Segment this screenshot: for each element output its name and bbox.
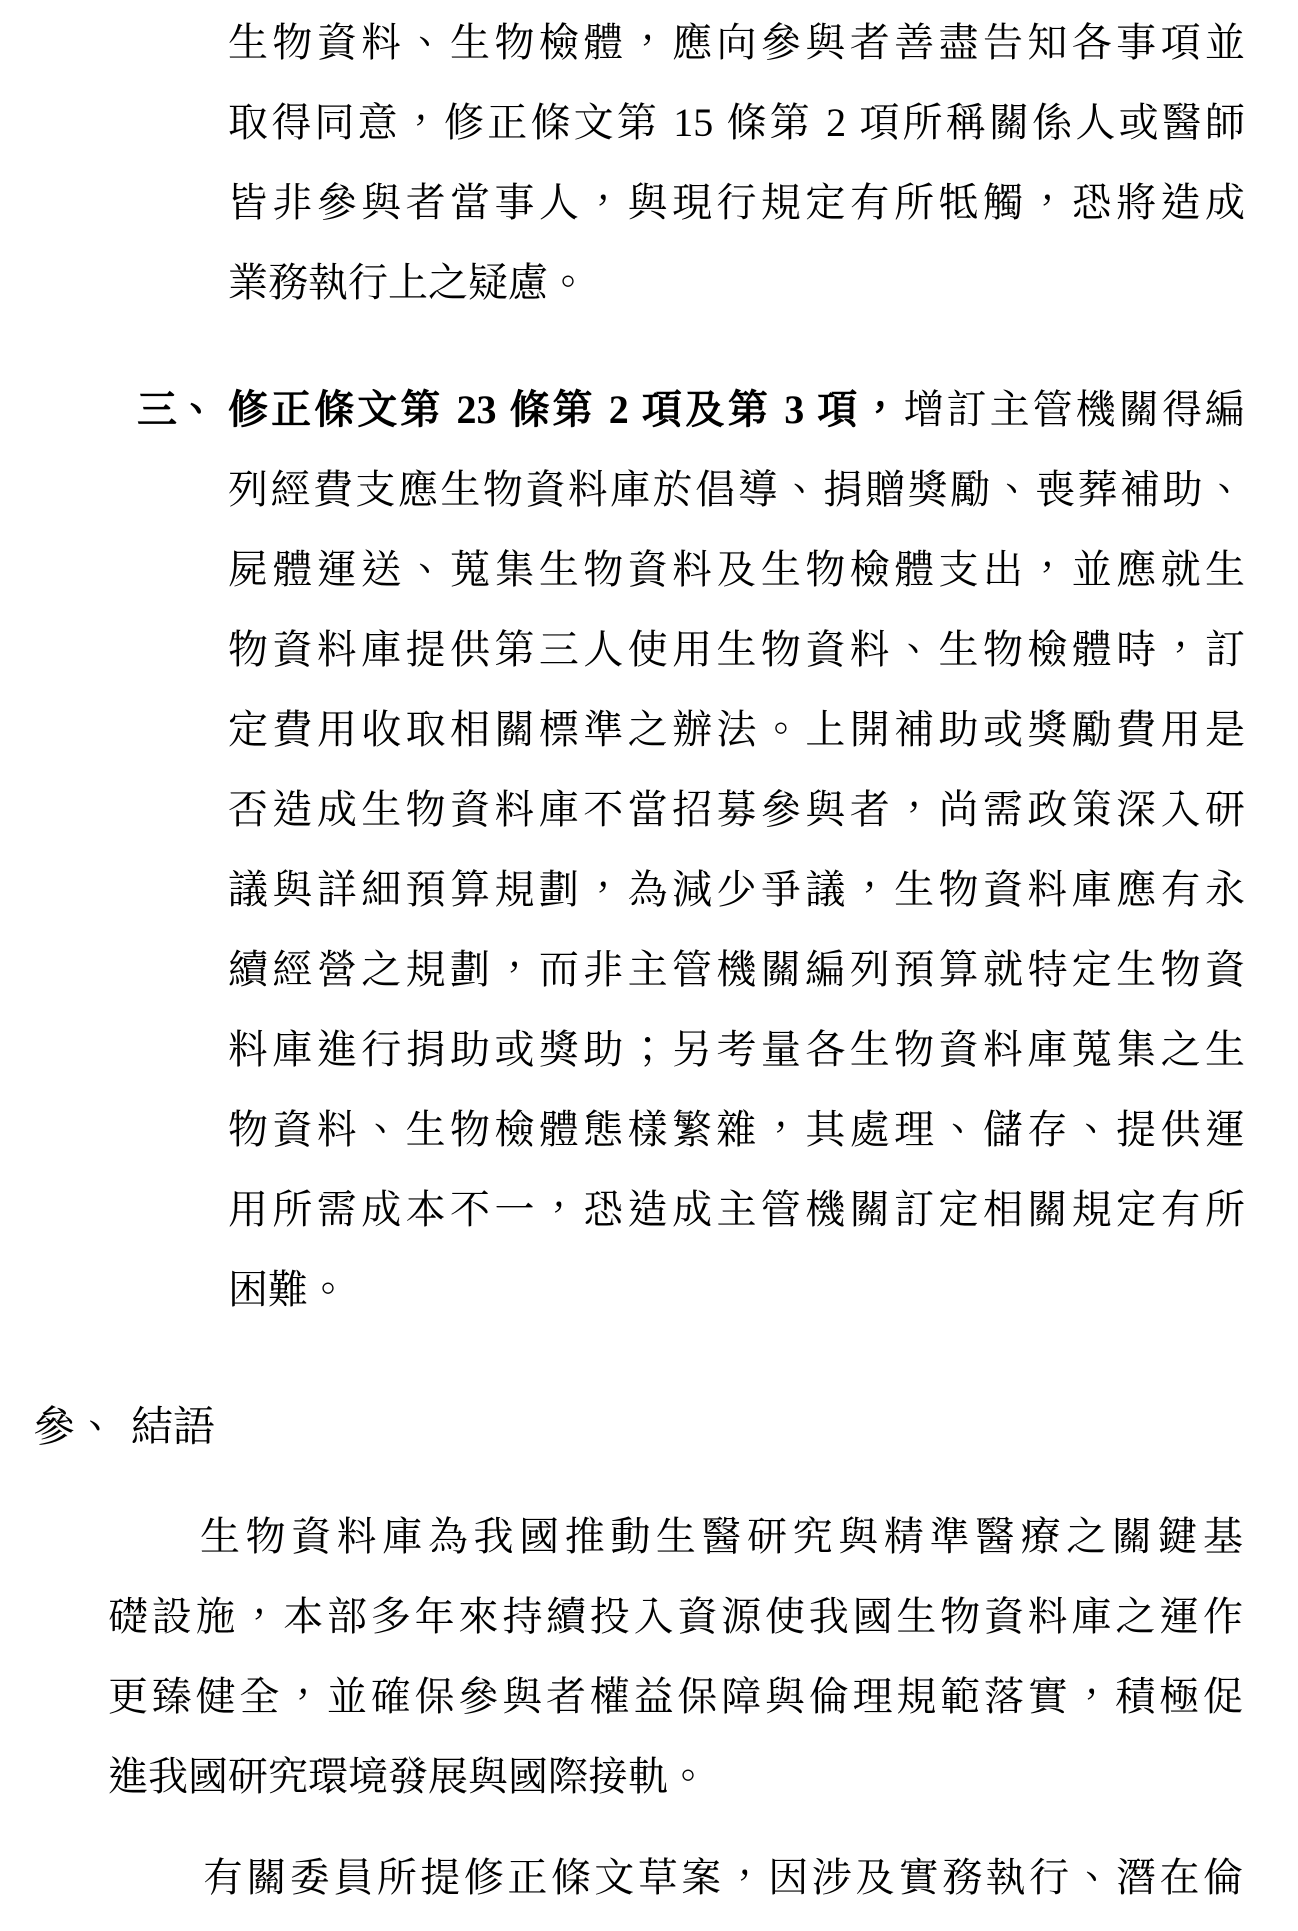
conclusion-paragraph — [108, 1497, 1243, 1817]
list-item-three — [137, 370, 1245, 1330]
text-line: 續經營之規劃，而非主管機關編列預算就特定生物資 — [228, 947, 1245, 992]
list-item-three-marker: 三、 — [137, 387, 217, 432]
text-line: 取得同意，修正條文第 15 條第 2 項所稱關係人或醫師 — [228, 100, 1245, 145]
text-line: 料庫進行捐助或獎助；另考量各生物資料庫蒐集之生 — [228, 1027, 1245, 1072]
text-line: 屍體運送、蒐集生物資料及生物檢體支出，並應就生 — [228, 547, 1245, 592]
text-line: 生物資料庫為我國推動生醫研究與精準醫療之關鍵基 — [200, 1514, 1243, 1559]
text-line: 定費用收取相關標準之辦法。上開補助或獎勵費用是 — [228, 707, 1245, 752]
text-line: 皆非參與者當事人，與現行規定有所牴觸，恐將造成 — [228, 180, 1245, 225]
item-three-bold-label: 修正條文第 23 條第 2 項及第 3 項， — [228, 387, 904, 432]
closing-paragraph — [108, 1838, 1243, 1918]
text-line: 議與詳細預算規劃，為減少爭議，生物資料庫應有永 — [228, 867, 1245, 912]
text-line: 物資料、生物檢體態樣繁雜，其處理、儲存、提供運 — [228, 1107, 1245, 1152]
text-line: 礎設施，本部多年來持續投入資源使我國生物資料庫之運作 — [108, 1594, 1243, 1639]
text-line: 生物資料、生物檢體，應向參與者善盡告知各事項並 — [228, 20, 1245, 65]
text-line: 更臻健全，並確保參與者權益保障與倫理規範落實，積極促 — [108, 1674, 1243, 1719]
text-line: 有關委員所提修正條文草案，因涉及實務執行、潛在倫 — [203, 1855, 1243, 1900]
text-line: 業務執行上之疑慮。 — [228, 260, 588, 305]
list-item-three-body — [228, 370, 1245, 1330]
item-three-first-line-tail: 增訂主管機關得編 — [903, 387, 1246, 432]
text-line: 否造成生物資料庫不當招募參與者，尚需政策深入研 — [228, 787, 1245, 832]
section-heading-title: 結語 — [131, 1405, 216, 1451]
text-line: 物資料庫提供第三人使用生物資料、生物檢體時，訂 — [228, 627, 1245, 672]
text-line: 困難。 — [228, 1267, 348, 1312]
text-line: 用所需成本不一，恐造成主管機關訂定相關規定有所 — [228, 1187, 1245, 1232]
text-line: 列經費支應生物資料庫於倡導、捐贈獎勵、喪葬補助、 — [228, 467, 1245, 512]
text-line — [228, 370, 1245, 450]
intro-continuation-paragraph — [228, 3, 1245, 323]
section-heading — [33, 1388, 1298, 1468]
section-heading-marker: 參、 — [33, 1405, 118, 1451]
text-line: 進我國研究環境發展與國際接軌。 — [108, 1754, 708, 1799]
